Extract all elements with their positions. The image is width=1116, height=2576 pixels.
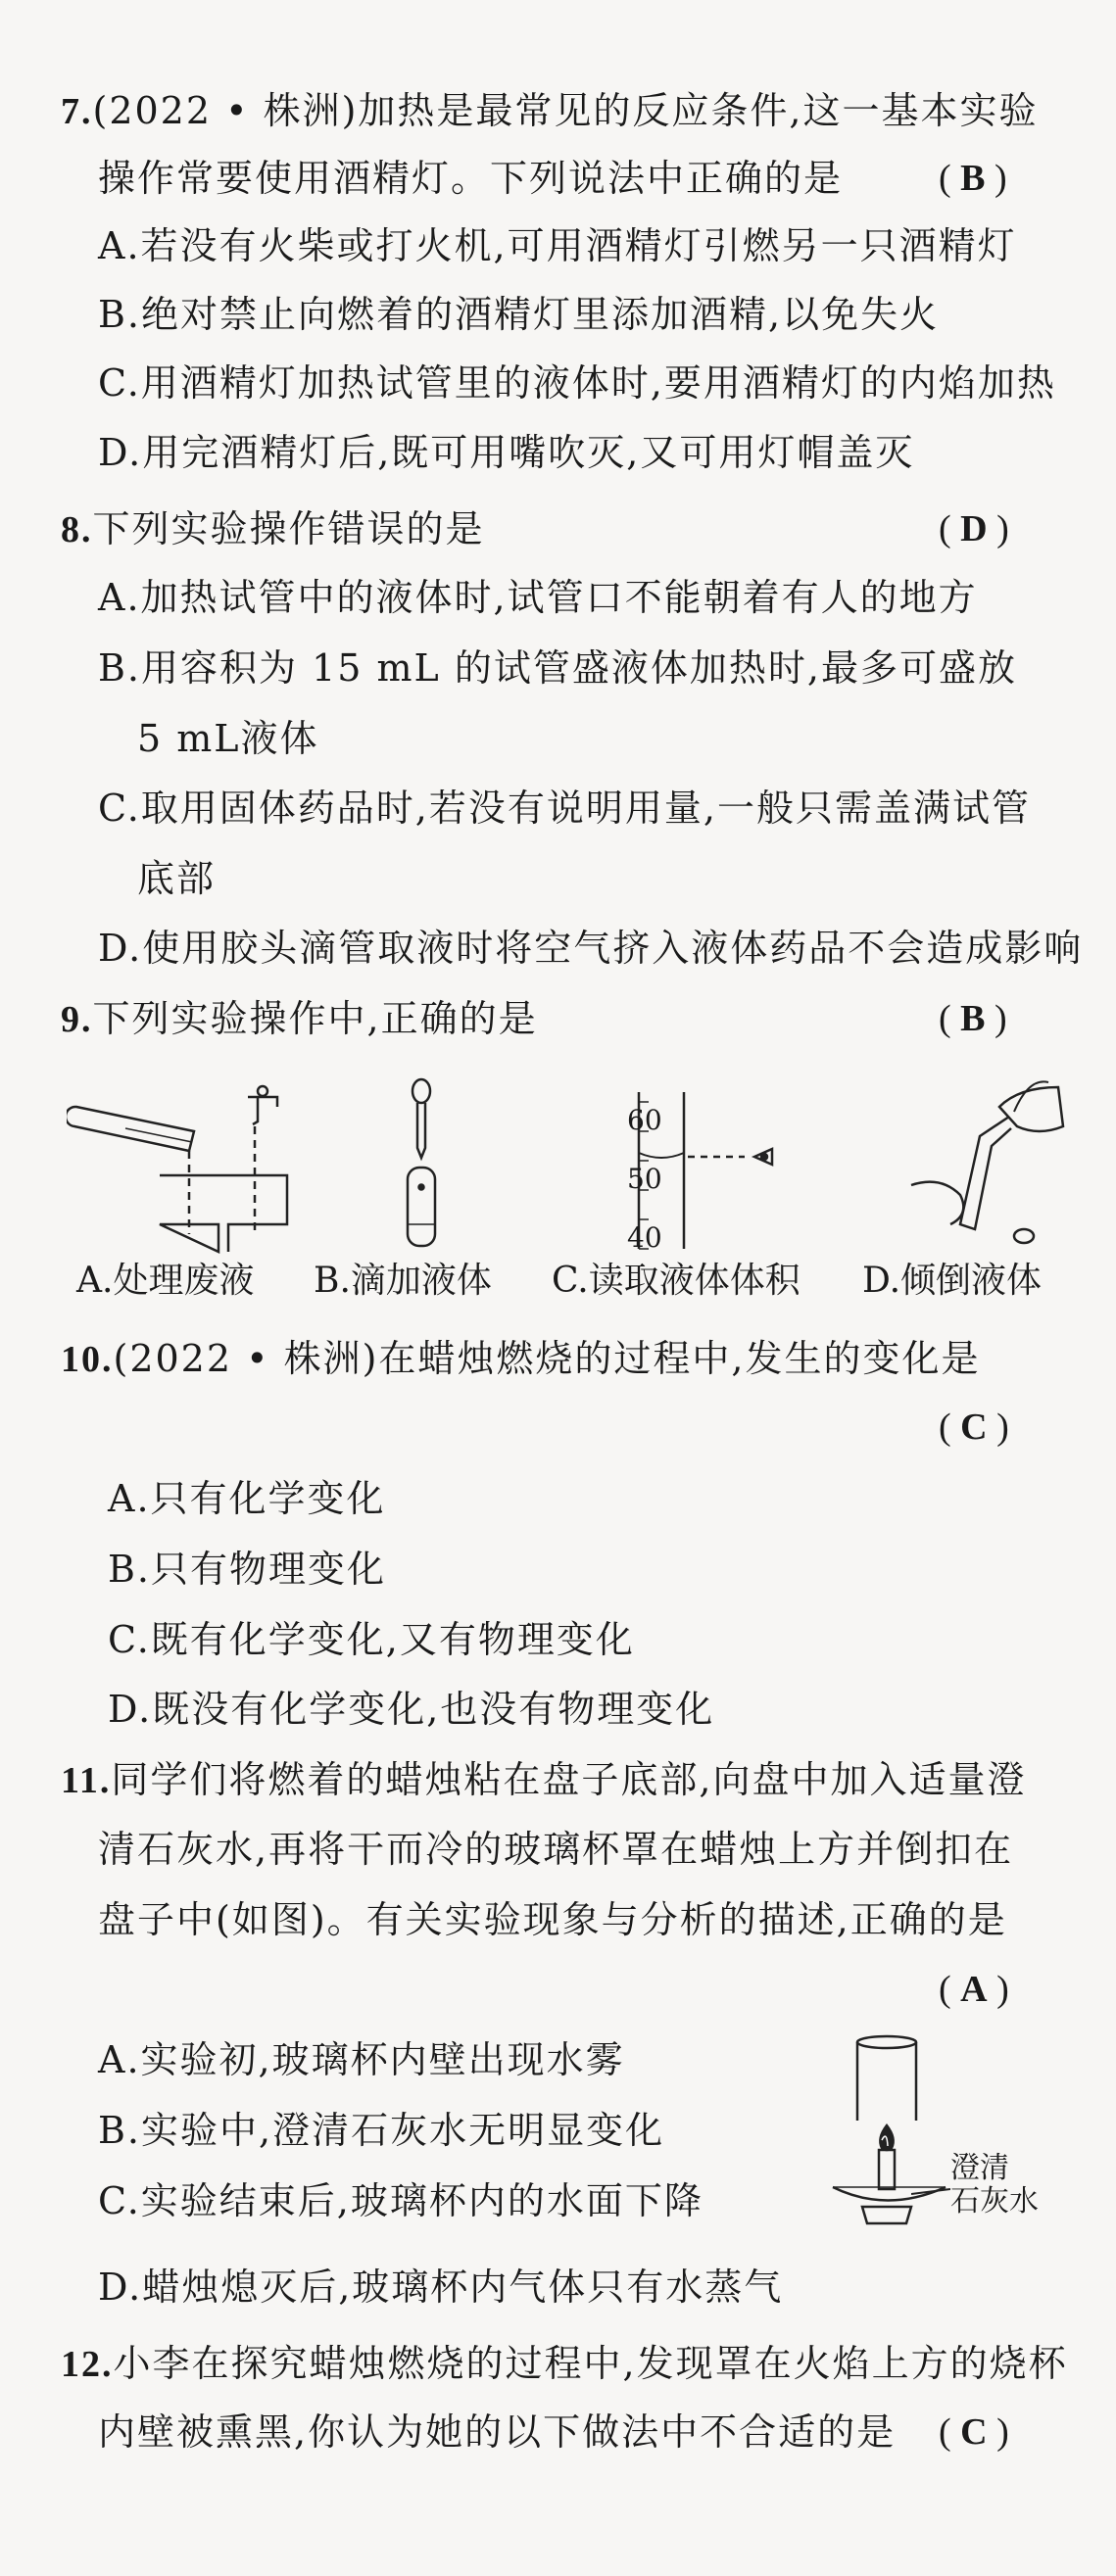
q9-stem [61,994,538,1044]
q8-option-c-line1: C.取用固体药品时,若没有说明用量,一般只需盖满试管 [98,787,1031,830]
q9-answer-letter: B [960,998,986,1039]
q9-caption-a: A.处理废液 [76,1261,255,1301]
q7-option-b: B.绝对禁止向燃着的酒精灯里添加酒精,以免失火 [98,293,940,336]
q10-option-c: C.既有化学变化,又有物理变化 [108,1618,635,1661]
q7-answer: ( B ) [939,158,1007,199]
q9-number: 9. [61,999,93,1040]
q7-option-d: D.用完酒精灯后,既可用嘴吹灭,又可用灯帽盖灭 [98,431,915,474]
q11-stem-line3: 盘子中(如图)。有关实验现象与分析的描述,正确的是 [98,1898,1007,1941]
q11-stem-line2: 清石灰水,再将干而冷的玻璃杯罩在蜡烛上方并倒扣在 [98,1828,1014,1871]
waste-disposal-figure [67,1077,292,1254]
q8-option-b-line2: 5 mL液体 [137,717,319,760]
q8-stem-text: 下列实验操作错误的是 [92,507,485,550]
q9-caption-b: B.滴加液体 [314,1261,492,1301]
q10-answer: ( C ) [939,1407,1009,1448]
q12-answer: ( C ) [939,2411,1009,2453]
q10-option-d: D.既没有化学变化,也没有物理变化 [108,1688,715,1731]
q10-stem [61,1334,981,1384]
q7-stem-text1: (2022 • 株洲)加热是最常见的反应条件,这一基本实验 [92,89,1039,132]
q9-answer: ( B ) [939,998,1007,1039]
cylinder-tick-50: 50 [627,1163,662,1195]
q8-number: 8. [61,509,93,550]
cylinder-tick-40: 40 [627,1221,662,1254]
q12-number: 12. [61,2344,114,2385]
q7-answer-letter: B [960,158,986,199]
q12-answer-letter: C [960,2411,988,2453]
figure-label-clear: 澄清 [950,2151,1009,2185]
q7-option-c: C.用酒精灯加热试管里的液体时,要用酒精灯的内焰加热 [98,361,1056,405]
q11-number: 11. [61,1760,112,1801]
q11-stem-text1: 同学们将燃着的蜡烛粘在盘子底部,向盘中加入适量澄 [111,1758,1027,1801]
q12-stem-text1: 小李在探究蜡烛燃烧的过程中,发现罩在火焰上方的烧杯 [113,2342,1068,2385]
q10-number: 10. [61,1339,114,1380]
q8-option-c-line2: 底部 [137,857,217,900]
q7-number: 7. [61,91,93,132]
pouring-liquid-figure [901,1068,1068,1264]
q10-option-b: B.只有物理变化 [108,1548,387,1591]
q11-stem-line1 [61,1755,1027,1805]
q10-stem-text: (2022 • 株洲)在蜡烛燃烧的过程中,发生的变化是 [113,1337,981,1380]
q9-caption-d: D.倾倒液体 [862,1261,1043,1301]
q11-option-a: A.实验初,玻璃杯内壁出现水雾 [98,2038,625,2081]
q9-stem-text: 下列实验操作中,正确的是 [92,997,538,1040]
q7-stem-line1 [61,86,1039,136]
q8-option-b-line1: B.用容积为 15 mL 的试管盛液体加热时,最多可盛放 [98,646,1017,690]
q11-option-d: D.蜡烛熄灭后,玻璃杯内气体只有水蒸气 [98,2266,784,2309]
q10-option-a: A.只有化学变化 [108,1477,386,1520]
q12-stem-line2: 内壁被熏黑,你认为她的以下做法中不合适的是 [98,2410,897,2454]
label-pointer-line [911,2179,950,2209]
q9-caption-c: C.读取液体体积 [552,1261,801,1301]
q8-answer-letter: D [960,508,988,549]
q10-answer-letter: C [960,1407,988,1448]
dropper-figure [382,1077,461,1254]
q8-option-a: A.加热试管中的液体时,试管口不能朝着有人的地方 [98,576,978,619]
q7-option-a: A.若没有火柴或打火机,可用酒精灯引燃另一只酒精灯 [98,224,1017,267]
q11-answer: ( A ) [939,1969,1009,2010]
figure-label-limewater: 石灰水 [950,2184,1039,2218]
q8-option-d: D.使用胶头滴管取液时将空气挤入液体药品不会造成影响 [98,927,1084,970]
q8-stem [61,504,485,554]
cylinder-tick-60: 60 [627,1104,662,1136]
q11-option-b: B.实验中,澄清石灰水无明显变化 [98,2109,665,2152]
q11-option-c: C.实验结束后,玻璃杯内的水面下降 [98,2179,704,2222]
q11-answer-letter: A [960,1969,988,2010]
q8-answer: ( D ) [939,508,1009,549]
q7-stem-line2: 操作常要使用酒精灯。下列说法中正确的是 [98,157,844,200]
q12-stem-line1 [61,2339,1068,2389]
